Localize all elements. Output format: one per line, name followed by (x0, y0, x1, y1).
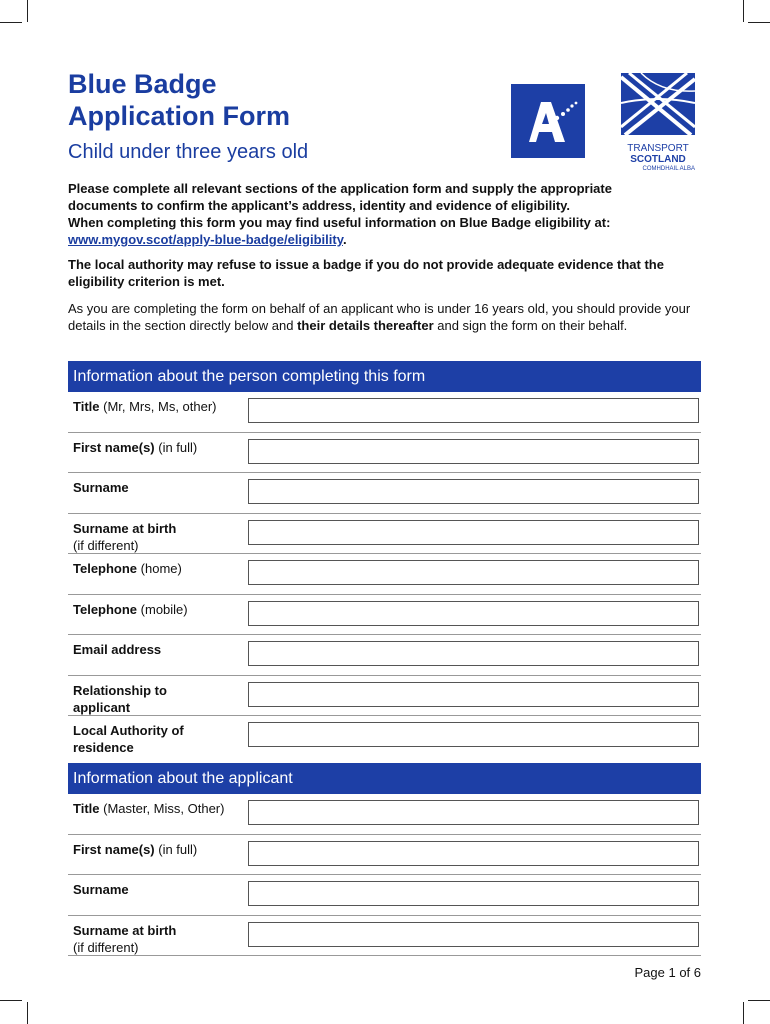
page-title (68, 68, 290, 132)
page-number: Page 1 of 6 (634, 965, 701, 980)
title-line-2: Application Form (68, 101, 290, 131)
local-authority-input[interactable] (248, 722, 699, 747)
refusal-notice: The local authority may refuse to issue a badge if you do not provide adequate evidence that the eligibility criterion is met. (68, 257, 664, 289)
transport-label: TRANSPORT (627, 143, 689, 154)
intro-paragraph (68, 180, 708, 248)
field-label: Telephone (73, 601, 138, 617)
accessible-a-icon (511, 84, 585, 158)
field-label: Surname at birth (73, 520, 177, 536)
surname-input[interactable] (248, 479, 699, 504)
applicant-title-input[interactable] (248, 800, 699, 825)
intro-line-2: documents to confirm the applicant’s address, identity and evidence of eligibility. (68, 198, 571, 213)
field-label: First name(s) (73, 439, 155, 455)
guidance-text-a: As you are completing the form on behalf of an applicant who is under 16 years old, you should provide your details in the section directly below and (68, 301, 691, 333)
field-note: (mobile) (137, 601, 188, 617)
first-names-input[interactable] (248, 439, 699, 464)
form-row (68, 794, 701, 835)
form-row (68, 433, 701, 474)
field-label: Surname at birth (73, 922, 177, 938)
field-note: (in full) (154, 841, 198, 857)
field-note: (home) (137, 561, 182, 576)
person-completing-section (68, 361, 701, 756)
field-label: Local Authority of residence (73, 723, 184, 755)
field-note: (if different) (73, 939, 139, 955)
crop-mark (0, 1000, 22, 1001)
form-row (68, 716, 701, 756)
applicant-first-names-input[interactable] (248, 841, 699, 866)
saltire-roads-icon (621, 73, 695, 135)
field-label: Surname (73, 480, 129, 495)
crop-mark (748, 22, 770, 23)
form-row (68, 595, 701, 636)
form-row (68, 676, 701, 717)
comhdhail-label: COMHDHAIL ALBA (642, 166, 695, 172)
field-label: Surname (73, 882, 129, 897)
field-label: Title (73, 399, 100, 414)
surname-at-birth-input[interactable] (248, 520, 699, 545)
intro-line-3: When completing this form you may find useful information on Blue Badge eligibility at: (68, 215, 611, 230)
scotland-label: SCOTLAND (630, 154, 686, 165)
guidance-paragraph (68, 300, 708, 334)
telephone-mobile-input[interactable] (248, 601, 699, 626)
crop-mark (27, 0, 28, 22)
field-label: Email address (73, 642, 162, 657)
link-suffix: . (342, 232, 347, 247)
transport-scotland-logo (621, 73, 695, 171)
form-row (68, 875, 701, 916)
blue-badge-logo (511, 84, 585, 158)
crop-mark (743, 1002, 744, 1024)
field-label: Relationship to applicant (73, 682, 167, 715)
section-heading: Information about the person completing this form (68, 361, 701, 392)
form-row (68, 514, 701, 555)
section-heading: Information about the applicant (68, 763, 701, 794)
intro-line-1: Please complete all relevant sections of the application form and supply the appropriate (68, 181, 612, 196)
crop-mark (743, 0, 744, 22)
page-subtitle: Child under three years old (68, 141, 309, 163)
field-note: (Master, Miss, Other) (99, 801, 225, 816)
form-row (68, 473, 701, 514)
field-label: Title (73, 801, 100, 816)
applicant-surname-input[interactable] (248, 881, 699, 906)
title-input[interactable] (248, 398, 699, 423)
form-row (68, 635, 701, 676)
form-row (68, 392, 701, 433)
form-row (68, 554, 701, 595)
guidance-text-b: their details thereafter (297, 318, 434, 333)
email-input[interactable] (248, 641, 699, 666)
field-note: (if different) (73, 537, 139, 553)
guidance-text-c: and sign the form on their behalf. (433, 318, 628, 333)
relationship-input[interactable] (248, 682, 699, 707)
form-row (68, 916, 701, 957)
field-label: Telephone (73, 561, 138, 576)
crop-mark (748, 1000, 770, 1001)
telephone-home-input[interactable] (248, 560, 699, 585)
applicant-surname-at-birth-input[interactable] (248, 922, 699, 947)
field-note: (Mr, Mrs, Ms, other) (99, 399, 217, 414)
field-note: (in full) (154, 439, 198, 455)
form-row (68, 835, 701, 876)
crop-mark (27, 1002, 28, 1024)
title-line-1: Blue Badge (68, 69, 217, 99)
eligibility-link[interactable]: www.mygov.scot/apply-blue-badge/eligibility (68, 232, 343, 247)
applicant-section (68, 763, 701, 956)
crop-mark (0, 22, 22, 23)
field-label: First name(s) (73, 841, 155, 857)
